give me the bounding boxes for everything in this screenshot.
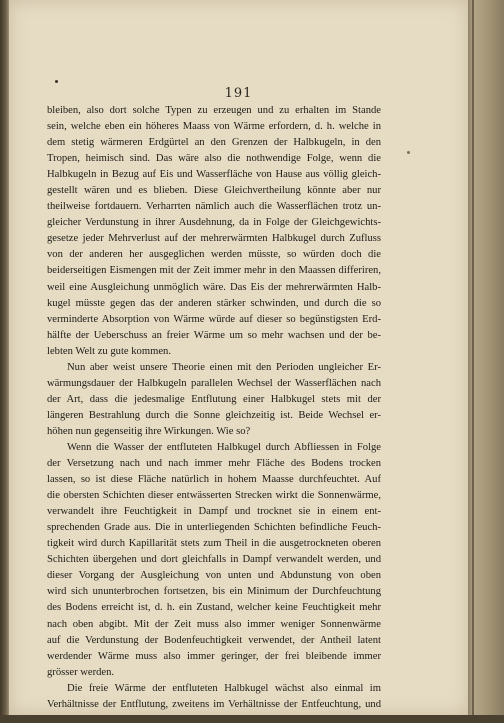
text-line: gleicher Verdunstung in ihrer Ausdehnung, da in Folge der Gleichgewichts-	[47, 217, 381, 229]
text-line: des Bodens erreicht ist, d. h. ein Zustand, welcher keine Feuchtigkeit mehr	[47, 602, 381, 614]
text-line: die obersten Schichten dieser entwässerten Strecken wirkt die Sonnenwärme,	[47, 490, 381, 502]
ink-speck	[55, 80, 58, 83]
text-line: der Art, dass die jedesmalige Entflutung einer Halbkugel stets mit der	[47, 393, 381, 405]
text-line: sprechenden Grade aus. Die in unterliegenden Schichten befindliche Feuch-	[47, 522, 381, 534]
text-line: Nun aber weist unsere Theorie einen mit den Perioden ungleicher Er-	[67, 361, 381, 373]
text-line: lassen, so ist diese Fläche natürlich in hohem Maasse durchfeuchtet. Auf	[47, 474, 381, 486]
text-line: Verhältnisse der Entflutung, zweitens im Verhältnisse der Entfeuchtung, und	[47, 698, 381, 710]
text-line: dem stetig wärmeren Erdgürtel an den Grenzen der Halbkugeln, in den	[47, 137, 381, 149]
text-line: beiderseitigen Eismengen mit der Zeit immer mehr in den Maassen differiren,	[47, 265, 381, 277]
text-line: Halbkugeln in Bezug auf Eis und Wasserfläche von Hause aus völlig gleich-	[47, 169, 381, 181]
text-line: längeren Bestrahlung durch die Sonne gleichzeitig ist. Beide Wechsel er-	[47, 409, 381, 421]
text-line: grösser werden.	[47, 666, 115, 678]
text-line: Wenn die Wasser der entfluteten Halbkugel durch Abfliessen in Folge	[67, 441, 381, 453]
text-line: gestellt wären und es blieben. Diese Gleichvertheilung könnte aber nur	[47, 185, 381, 197]
text-line: werdender Wärme muss also immer geringer, der frei bleibende immer	[47, 650, 381, 662]
text-line: Schichten übergehen und dort gleichfalls in Dampf verwandelt werden, und	[47, 554, 381, 566]
text-line: verwandelt ihre Feuchtigkeit in Dampf und trocknet sie in einem ent-	[47, 506, 381, 518]
text-line: der Versetzung nach und nach immer mehr Fläche des Bodens trocken	[47, 458, 381, 470]
text-line: auf die Verdunstung der Bodenfeuchtigkeit verwendet, der Antheil latent	[47, 634, 381, 646]
text-line: dieser Vorgang der Ausgleichung von unten und Abdunstung von oben	[47, 570, 381, 582]
text-line: theilweise fortdauern. Verharrten nämlich auch die Wasserflächen trotz un-	[47, 201, 381, 213]
book-edge	[468, 0, 504, 723]
text-line: kugel müsste gegen das der anderen stärker schwinden, und durch die so	[47, 297, 381, 309]
book-page	[9, 0, 468, 715]
text-line: sein, welche eben ein höheres Maass von Wärme erfordern, d. h. welche in	[47, 121, 381, 133]
scan-border	[0, 715, 504, 723]
body-text	[47, 103, 381, 713]
text-line: gesetze jeder Mehrverlust auf der mehrerwärmten Halbkugel durch Zufluss	[47, 233, 381, 245]
text-line: bleiben, also dort solche Typen zu erzeugen und zu erhalten im Stande	[47, 105, 381, 116]
text-line: Tropen, heimisch sind. Das wäre also die nothwendige Folge, wenn die	[47, 153, 381, 165]
text-line: lebten Welt zu gute kommen.	[47, 345, 171, 357]
text-line: verminderte Absorption von Wärme würde auf dieser so begünstigsten Erd-	[47, 313, 381, 325]
text-line: wird sich ununterbrochen fortsetzen, bis ein Minimum der Durchfeuchtung	[47, 586, 381, 598]
text-line: Die freie Wärme der entfluteten Halbkugel wächst also einmal im	[67, 682, 381, 694]
text-line: wärmungsdauer der Halbkugeln parallelen Wechsel der Wasserflächen nach	[47, 377, 381, 389]
text-line: hälfte der Ueberschuss an freier Wärme um so mehr wachsen und der be-	[47, 329, 381, 341]
page-number: 191	[224, 86, 253, 101]
text-line: höhen nun gegenseitig ihre Wirkungen. Wie so?	[47, 425, 251, 437]
text-line: von der anderen her ausgeglichen werden müsste, so würden doch die	[47, 249, 381, 261]
ink-speck	[407, 151, 410, 154]
text-line: tigkeit wird durch Kapillarität stets zum Theil in die ausgetrockneten oberen	[47, 538, 381, 550]
text-line: nach oben abgibt. Mit der Zeit muss also immer weniger Sonnenwärme	[47, 618, 381, 630]
text-line: weil eine Ausgleichung unmöglich wäre. Das Eis der mehrerwärmten Halb-	[47, 281, 381, 293]
